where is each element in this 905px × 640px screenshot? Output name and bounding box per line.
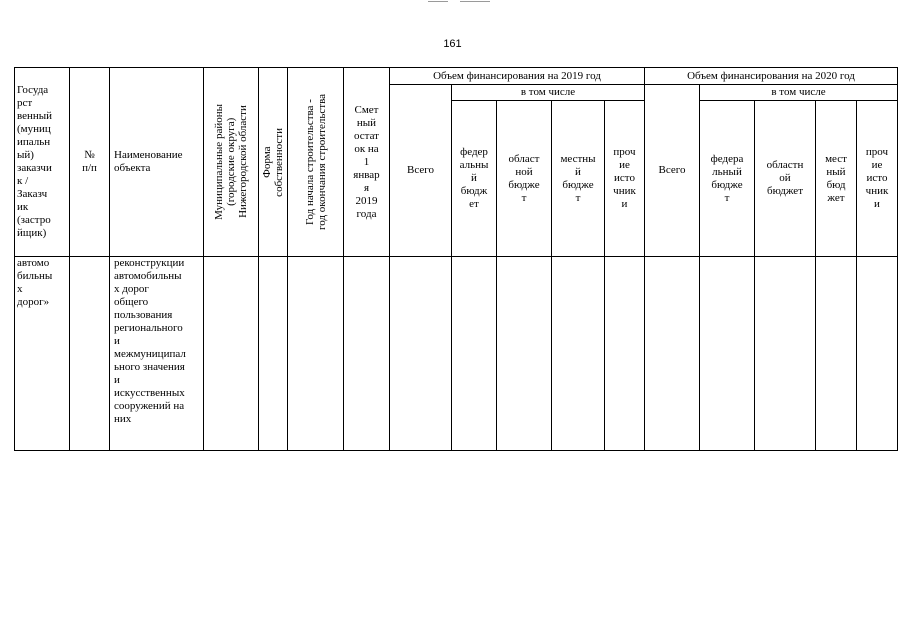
cell-number <box>70 257 110 451</box>
cell-object-name: реконструкции автомобильны х дорог общего пользования регионального и межмуниципал ьного значения и искусственных сооружений на них <box>110 257 204 451</box>
header-including-2020: в том числе <box>700 85 898 101</box>
page-number: 161 <box>443 38 462 50</box>
header-federal-2019: федер альны й бюдж ет <box>452 101 497 257</box>
cell-other-2020 <box>857 257 898 451</box>
header-local-2019: местны й бюдже т <box>552 101 605 257</box>
cell-total-2020 <box>645 257 700 451</box>
header-regional-2019: област ной бюдже т <box>497 101 552 257</box>
header-districts <box>204 68 259 257</box>
header-other-2020: проч ие исто чник и <box>857 101 898 257</box>
cell-regional-2020 <box>755 257 816 451</box>
header-federal-2020: федера льный бюдже т <box>700 101 755 257</box>
cell-districts <box>204 257 259 451</box>
header-ownership-text: Форма собственности <box>261 127 285 197</box>
header-ownership <box>259 68 288 257</box>
cell-years <box>288 257 344 451</box>
cell-local-2020 <box>816 257 857 451</box>
cell-federal-2020 <box>700 257 755 451</box>
header-years <box>288 68 344 257</box>
cell-other-2019 <box>605 257 645 451</box>
header-total-2019: Всего <box>390 85 452 257</box>
cell-federal-2019 <box>452 257 497 451</box>
header-years-text: Год начала строительства - год окончания строительства <box>303 94 328 230</box>
header-row-1 <box>15 68 898 85</box>
table-row <box>15 257 898 451</box>
header-other-2019: проч ие исто чник и <box>605 101 645 257</box>
cell-ownership <box>259 257 288 451</box>
header-estimate: Смет ный остат ок на 1 январ я 2019 года <box>344 68 390 257</box>
header-regional-2020: областн ой бюджет <box>755 101 816 257</box>
cell-estimate <box>344 257 390 451</box>
cell-local-2019 <box>552 257 605 451</box>
header-financing-2020: Объем финансирования на 2020 год <box>645 68 898 85</box>
header-customer: Госуда рст венный (муниц ипальн ый) заказчи к / Заказч ик (застро йщик) <box>15 68 70 257</box>
cell-total-2019 <box>390 257 452 451</box>
header-including-2019: в том числе <box>452 85 645 101</box>
header-local-2020: мест ный бюд жет <box>816 101 857 257</box>
scan-artifact <box>460 1 490 2</box>
header-number: № п/п <box>70 68 110 257</box>
cell-customer: автомо бильны х дорог» <box>15 257 70 451</box>
cell-regional-2019 <box>497 257 552 451</box>
header-total-2020: Всего <box>645 85 700 257</box>
header-districts-text: Муниципальные районы (городские округа) Нижегородской области <box>213 104 249 220</box>
header-financing-2019: Объем финансирования на 2019 год <box>390 68 645 85</box>
scan-artifact <box>428 1 448 2</box>
financing-table <box>14 67 898 451</box>
header-object-name: Наименование объекта <box>110 68 204 257</box>
